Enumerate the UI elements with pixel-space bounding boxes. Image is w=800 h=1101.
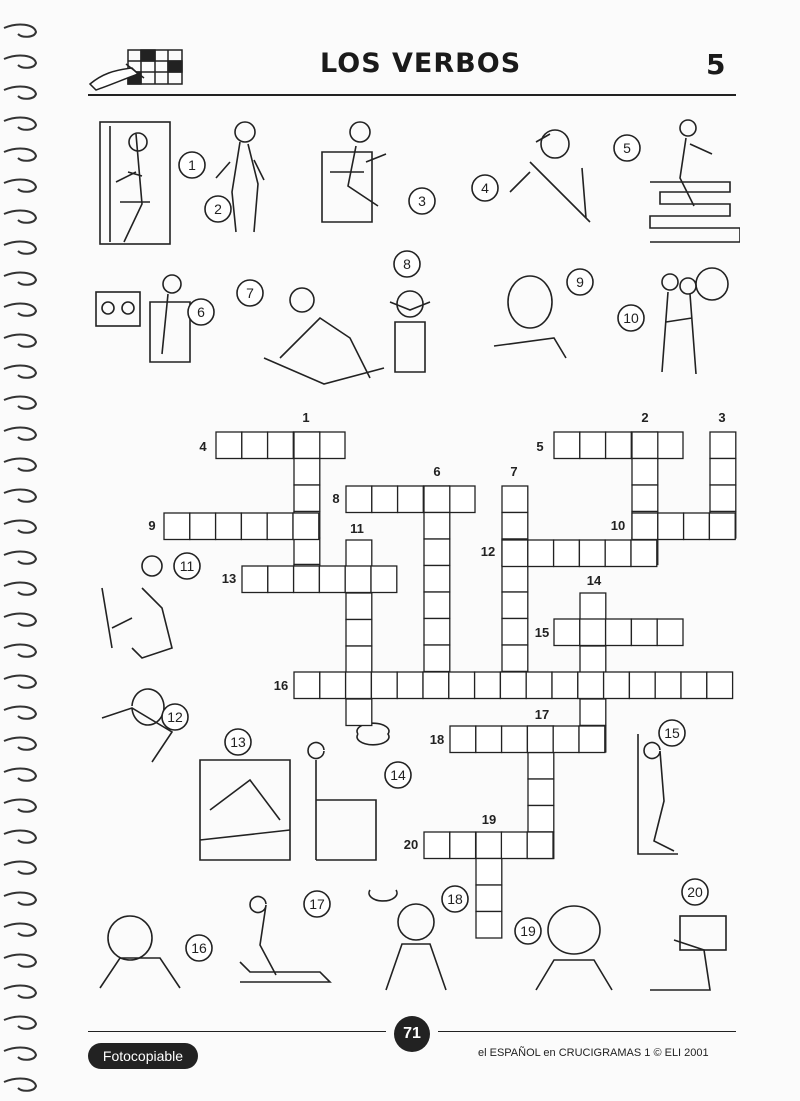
crossword-cell[interactable] [346,593,372,620]
crossword-cell[interactable] [242,432,268,459]
page-number: 71 [394,1016,430,1052]
svg-text:18: 18 [447,891,463,907]
footer-rule-left [88,1031,386,1032]
crossword-cell[interactable] [632,485,658,512]
crossword-cell[interactable] [502,566,528,593]
footer-rule-right [438,1031,736,1032]
crossword-cell[interactable] [707,672,733,699]
crossword-number-7: 7 [510,464,518,479]
crossword-cell[interactable] [424,832,450,859]
crossword-cell[interactable] [528,779,554,806]
svg-text:8: 8 [403,256,411,272]
crossword-cell[interactable] [294,566,320,593]
crossword-cell[interactable] [631,540,657,567]
crossword-cell[interactable] [346,486,372,513]
crossword-cell[interactable] [294,459,320,486]
crossword-cell[interactable] [294,485,320,512]
crossword-cell[interactable] [346,540,372,567]
svg-text:19: 19 [520,923,536,939]
crossword-number-18: 18 [429,732,445,747]
crossword-cell[interactable] [242,566,268,593]
svg-text:10: 10 [623,310,639,326]
svg-text:3: 3 [418,193,426,209]
crossword-cell[interactable] [449,486,475,513]
svg-text:5: 5 [623,140,631,156]
crossword-cell[interactable] [528,753,554,780]
crossword-cell[interactable] [631,619,657,646]
crossword-cell[interactable] [423,672,449,699]
crossword-cell[interactable] [450,726,476,753]
svg-text:13: 13 [230,734,246,750]
crossword-cell[interactable] [580,593,606,620]
crossword-cell[interactable] [319,432,345,459]
crossword-number-11: 11 [350,521,364,536]
svg-text:20: 20 [687,884,703,900]
unit-number: 5 [706,48,726,81]
crossword-number-3: 3 [718,410,726,425]
crossword-cell[interactable] [397,672,423,699]
crossword-cell[interactable] [632,432,658,459]
crossword-cell[interactable] [528,540,554,567]
crossword-cell[interactable] [320,672,346,699]
svg-text:15: 15 [664,725,680,741]
crossword-cell[interactable] [580,432,606,459]
crossword-cell[interactable] [500,672,526,699]
crossword-cell[interactable] [424,592,450,619]
crossword-cell[interactable] [190,513,216,540]
crossword-cell[interactable] [684,513,710,540]
crossword-cell[interactable] [424,513,450,540]
crossword-cell[interactable] [268,432,294,459]
crossword-cell[interactable] [502,619,528,646]
crossword-number-17: 17 [534,707,550,722]
crossword-cell[interactable] [527,832,553,859]
svg-text:4: 4 [481,180,489,196]
crossword-number-4: 4 [199,439,207,454]
crossword-cell[interactable] [580,646,606,673]
svg-text:2: 2 [214,201,222,217]
crossword-cell[interactable] [502,645,528,672]
svg-text:7: 7 [246,285,254,301]
crossword-cell[interactable] [216,432,242,459]
crossword-cell[interactable] [450,832,476,859]
crossword-cell[interactable] [604,672,630,699]
crossword-cell[interactable] [527,726,553,753]
crossword-cell[interactable] [553,726,579,753]
crossword-cell[interactable] [528,806,554,833]
crossword-cell[interactable] [632,459,658,486]
svg-text:1: 1 [188,157,196,173]
crossword-number-16: 16 [273,678,289,693]
crossword-cell[interactable] [502,726,528,753]
crossword-cell[interactable] [681,672,707,699]
crossword-number-6: 6 [433,464,441,479]
crossword-cell[interactable] [476,912,502,939]
crossword-cell[interactable] [579,726,605,753]
crossword-cell[interactable] [371,672,397,699]
crossword-cell[interactable] [475,672,501,699]
svg-text:6: 6 [197,304,205,320]
crossword-number-1: 1 [302,410,310,425]
photocopiable-badge: Fotocopiable [88,1043,198,1069]
crossword-cell[interactable] [657,619,683,646]
crossword-cell[interactable] [632,513,658,540]
crossword-cell[interactable] [578,672,604,699]
crossword-cell[interactable] [580,699,606,726]
crossword-cell[interactable] [346,646,372,673]
crossword-cell[interactable] [710,432,736,459]
page-title: LOS VERBOS [320,48,522,79]
crossword-cell[interactable] [476,726,502,753]
crossword-cell[interactable] [710,485,736,512]
svg-text:16: 16 [191,940,207,956]
crossword-cell[interactable] [345,566,371,593]
crossword-number-5: 5 [536,439,544,454]
crossword-cell[interactable] [709,513,735,540]
crossword-cell[interactable] [579,540,605,567]
crossword-cell[interactable] [398,486,424,513]
crossword-number-19: 19 [481,812,497,827]
crossword-cell[interactable] [293,513,319,540]
svg-text:12: 12 [167,709,183,725]
crossword-cell[interactable] [657,432,683,459]
crossword-cell[interactable] [372,486,398,513]
crossword-cell[interactable] [554,432,580,459]
crossword-number-13: 13 [221,571,237,586]
crossword-cell[interactable] [164,513,190,540]
crossword-cell[interactable] [476,832,502,859]
crossword-cell[interactable] [424,645,450,672]
crossword-number-15: 15 [534,625,550,640]
crossword-number-20: 20 [403,837,419,852]
crossword-cell[interactable] [241,513,267,540]
crossword-number-8: 8 [332,491,340,506]
svg-text:9: 9 [576,274,584,290]
crossword-cell[interactable] [449,672,475,699]
crossword-cell[interactable] [502,513,528,540]
crossword-cell[interactable] [216,513,242,540]
crossword-cell[interactable] [658,513,684,540]
crossword-cell[interactable] [346,620,372,647]
crossword-number-9: 9 [148,518,156,533]
crossword-cell[interactable] [502,592,528,619]
crossword-cell[interactable] [606,432,632,459]
crossword-cell[interactable] [526,672,552,699]
crossword-number-12: 12 [480,544,496,559]
crossword-cell[interactable] [580,619,606,646]
crossword-cell[interactable] [424,486,450,513]
crossword-cell[interactable] [294,672,320,699]
svg-text:14: 14 [390,767,406,783]
crossword-number-10: 10 [610,518,626,533]
crossword-cell[interactable] [294,538,320,565]
crossword-cell[interactable] [501,832,527,859]
crossword-cell[interactable] [606,619,632,646]
crossword-cell[interactable] [605,540,631,567]
crossword-cell[interactable] [502,486,528,513]
crossword-cell[interactable] [629,672,655,699]
credit-line: el ESPAÑOL en CRUCIGRAMAS 1 © ELI 2001 [478,1047,709,1059]
crossword-cell[interactable] [424,539,450,566]
svg-text:17: 17 [309,896,325,912]
crossword-cell[interactable] [346,672,372,699]
crossword-cell[interactable] [371,566,397,593]
crossword-cell[interactable] [268,566,294,593]
crossword-cell[interactable] [476,885,502,912]
crossword-cell[interactable] [294,432,320,459]
crossword-cell[interactable] [267,513,293,540]
crossword-cell[interactable] [346,699,372,726]
crossword-cell[interactable] [502,540,528,567]
crossword-number-2: 2 [641,410,649,425]
crossword-cell[interactable] [476,859,502,886]
crossword-cell[interactable] [424,566,450,593]
crossword-cell[interactable] [552,672,578,699]
svg-text:11: 11 [179,558,195,574]
crossword-cell[interactable] [554,619,580,646]
crossword-cell[interactable] [655,672,681,699]
crossword-number-14: 14 [586,573,602,588]
crossword-cell[interactable] [710,459,736,486]
crossword-cell[interactable] [424,619,450,646]
crossword-cell[interactable] [554,540,580,567]
crossword-cell[interactable] [319,566,345,593]
